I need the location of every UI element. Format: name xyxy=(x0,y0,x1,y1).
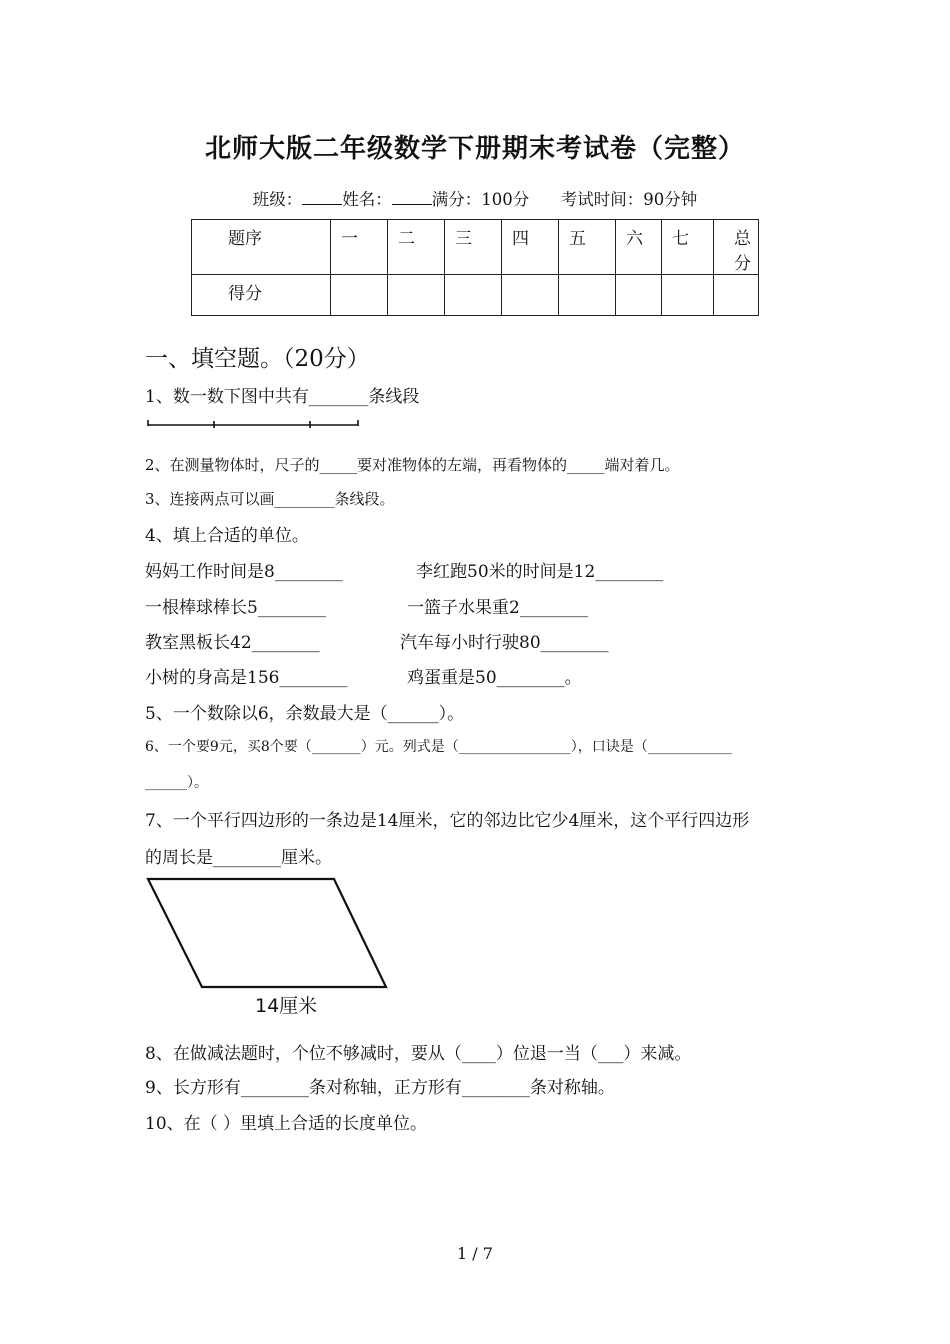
name-label: 姓名： xyxy=(342,190,392,209)
parallelogram-shape xyxy=(148,879,386,987)
unit-item-right: 汽车每小时行驶80________ xyxy=(400,633,609,653)
score-input-cell[interactable] xyxy=(662,275,714,316)
exam-time: 考试时间：90分钟 xyxy=(560,190,698,209)
question-7: 7、一个平行四边形的一条边是14厘米，它的邻边比它少4厘米，这个平行四边形 xyxy=(145,811,750,831)
score-table xyxy=(191,219,759,316)
question-2: 2、在测量物体时，尺子的_____要对准物体的左端，再看物体的_____端对着几。 xyxy=(145,456,680,474)
unit-item-right: 鸡蛋重是50________。 xyxy=(407,668,582,688)
class-label: 班级： xyxy=(252,190,303,209)
page-number: 1 / 7 xyxy=(457,1244,493,1263)
table-cell: 四 xyxy=(502,220,559,275)
table-cell: 总分 xyxy=(714,220,759,275)
page-title: 北师大版二年级数学下册期末考试卷（完整） xyxy=(204,134,745,164)
question-4: 4、填上合适的单位。 xyxy=(145,526,309,546)
score-input-cell[interactable] xyxy=(559,275,616,316)
question-8: 8、在做减法题时，个位不够减时，要从（____）位退一当（___）来减。 xyxy=(145,1044,692,1064)
exam-info xyxy=(0,186,950,210)
segment-figure xyxy=(146,412,362,432)
question-10: 10、在（ ）里填上合适的长度单位。 xyxy=(145,1114,428,1134)
question-6: 6、一个要9元，买8个要（_______）元。列式是（________________），口诀是（____________ xyxy=(145,739,732,755)
table-cell: 六 xyxy=(616,220,662,275)
unit-item-right: 一篮子水果重2________ xyxy=(407,598,588,618)
unit-item-left: 妈妈工作时间是8________ xyxy=(145,562,343,582)
table-cell: 一 xyxy=(331,220,388,275)
unit-item-left: 一根棒球棒长5________ xyxy=(145,598,326,618)
score-input-cell[interactable] xyxy=(502,275,559,316)
table-cell: 二 xyxy=(388,220,445,275)
section-heading: 一、填空题。（20分） xyxy=(145,346,370,372)
question-9: 9、长方形有________条对称轴，正方形有________条对称轴。 xyxy=(145,1078,615,1098)
table-cell: 五 xyxy=(559,220,616,275)
class-blank xyxy=(302,190,342,205)
table-cell: 题序 xyxy=(192,220,331,275)
score-input-cell[interactable] xyxy=(445,275,502,316)
score-input-cell[interactable] xyxy=(616,275,662,316)
full-score: 满分：100分 xyxy=(431,190,530,209)
name-blank xyxy=(392,190,432,205)
unit-item-left: 教室黑板长42________ xyxy=(145,633,320,653)
figure-label: 14厘米 xyxy=(255,995,318,1017)
table-cell: 七 xyxy=(662,220,714,275)
score-input-cell[interactable] xyxy=(714,275,759,316)
score-input-cell[interactable] xyxy=(331,275,388,316)
table-cell: 三 xyxy=(445,220,502,275)
score-table-header-row xyxy=(192,220,759,275)
table-cell: 得分 xyxy=(192,275,331,316)
question-6-continued: ______）。 xyxy=(145,775,208,791)
unit-item-left: 小树的身高是156________ xyxy=(145,668,348,688)
score-table-score-row xyxy=(192,275,759,316)
unit-item-right: 李红跑50米的时间是12________ xyxy=(416,562,664,582)
question-3: 3、连接两点可以画________条线段。 xyxy=(145,490,395,508)
question-7-continued: 的周长是________厘米。 xyxy=(145,848,332,868)
question-1: 1、数一数下图中共有_______条线段 xyxy=(145,387,420,407)
question-5: 5、一个数除以6，余数最大是（______）。 xyxy=(145,704,465,724)
score-input-cell[interactable] xyxy=(388,275,445,316)
